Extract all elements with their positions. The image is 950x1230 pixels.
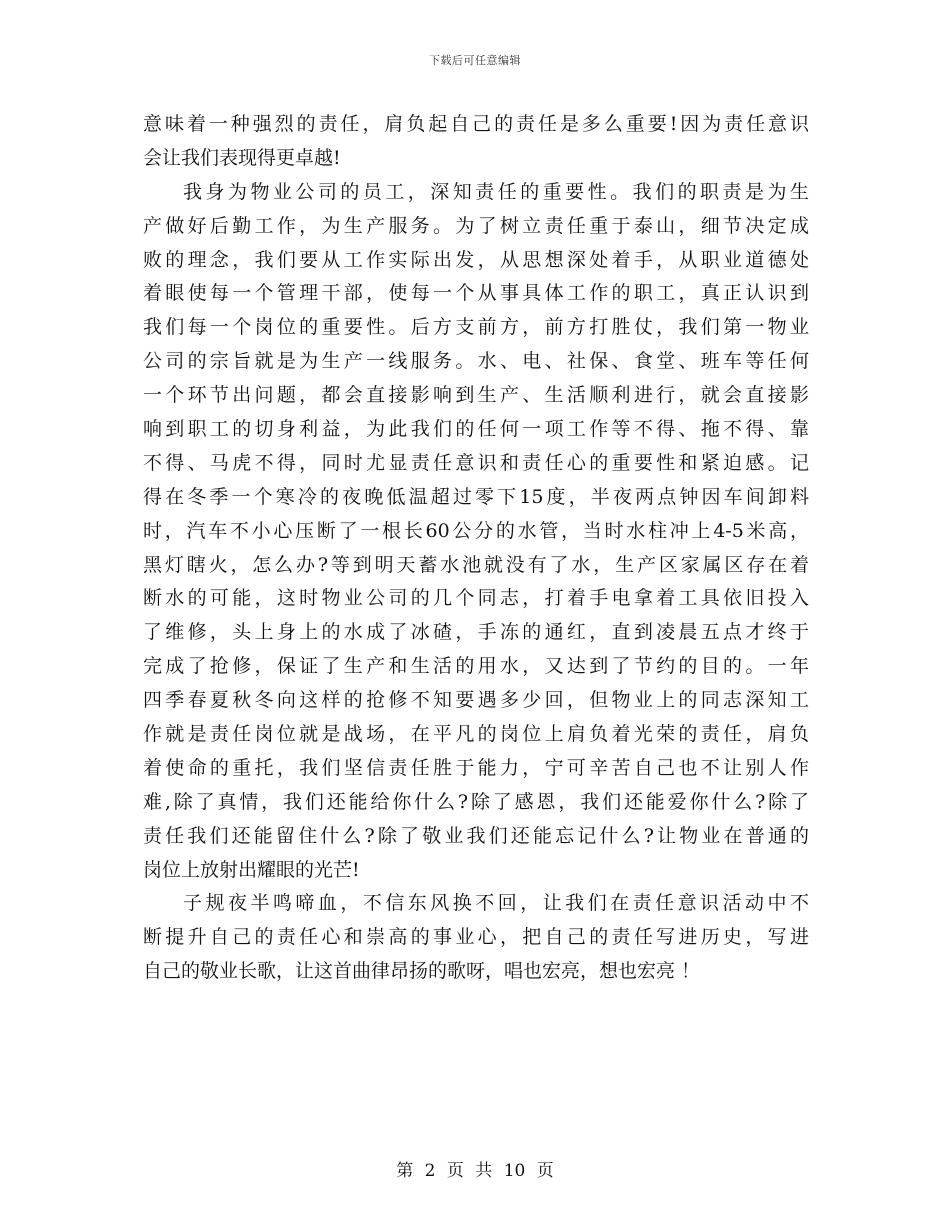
- text-line: 断提升自己的责任心和崇高的事业心，把自己的责任写进历史，写进: [143, 926, 809, 949]
- text-line: 作就是责任岗位就是战场，在平凡的岗位上肩负着光荣的责任，肩负: [143, 723, 809, 746]
- text-line: 会让我们表现得更卓越!: [143, 146, 341, 169]
- text-line: 自己的敬业长歌，让这首曲律昂扬的歌呀，唱也宏亮，想也宏亮 ！: [143, 960, 701, 983]
- text-line: 黑灯瞎火，怎么办?等到明天蓄水池就没有了水，生产区家属区存在着: [143, 553, 809, 576]
- text-line: 子规夜半鸣啼血，不信东风换不回，让我们在责任意识活动中不: [183, 892, 809, 915]
- text-line: 完成了抢修，保证了生产和生活的用水，又达到了节约的目的。一年: [143, 655, 809, 678]
- text-line: 响到职工的切身利益，为此我们的任何一项工作等不得、拖不得、靠: [143, 418, 809, 441]
- text-line: 意味着一种强烈的责任，肩负起自己的责任是多么重要!因为责任意识: [143, 113, 809, 135]
- text-line: 产做好后勤工作，为生产服务。为了树立责任重于泰山，细节决定成: [143, 214, 809, 237]
- page-header: 下载后可任意编辑: [429, 54, 521, 67]
- text-line: 着使命的重托，我们坚信责任胜于能力，宁可辛苦自己也不让别人作: [143, 756, 809, 779]
- text-line: 了维修，头上身上的水成了冰碴，手冻的通红，直到凌晨五点才终于: [143, 621, 809, 644]
- page-number: 第 2 页 共 10 页: [396, 1161, 554, 1181]
- text-line: 难,除了真情，我们还能给你什么?除了感恩，我们还能爱你什么?除了: [143, 790, 809, 813]
- text-line: 着眼使每一个管理干部，使每一个从事具体工作的职工，真正认识到: [143, 282, 809, 305]
- text-line: 一个环节出问题，都会直接影响到生产、生活顺利进行，就会直接影: [143, 384, 809, 407]
- text-line: 得在冬季一个寒冷的夜晚低温超过零下15度，半夜两点钟因车间卸料: [143, 485, 809, 508]
- text-line: 我们每一个岗位的重要性。后方支前方，前方打胜仗，我们第一物业: [143, 316, 809, 339]
- text-line: 我身为物业公司的员工，深知责任的重要性。我们的职责是为生: [183, 180, 809, 203]
- text-line: 责任我们还能留住什么?除了敬业我们还能忘记什么?让物业在普通的: [143, 824, 809, 847]
- text-line: 不得、马虎不得，同时尤显责任意识和责任心的重要性和紧迫感。记: [143, 451, 809, 474]
- text-line: 败的理念，我们要从工作实际出发，从思想深处着手，从职业道德处: [143, 248, 809, 271]
- text-line: 断水的可能，这时物业公司的几个同志，打着手电拿着工具依旧投入: [143, 587, 809, 610]
- text-line: 四季春夏秋冬向这样的抢修不知要遇多少回，但物业上的同志深知工: [143, 689, 809, 712]
- text-line: 岗位上放射出耀眼的光芒!: [143, 858, 360, 881]
- text-line: 公司的宗旨就是为生产一线服务。水、电、社保、食堂、班车等任何: [143, 350, 809, 373]
- text-line: 时，汽车不小心压断了一根长60公分的水管，当时水柱冲上4-5米高，: [143, 519, 809, 542]
- body-text: [143, 108, 809, 989]
